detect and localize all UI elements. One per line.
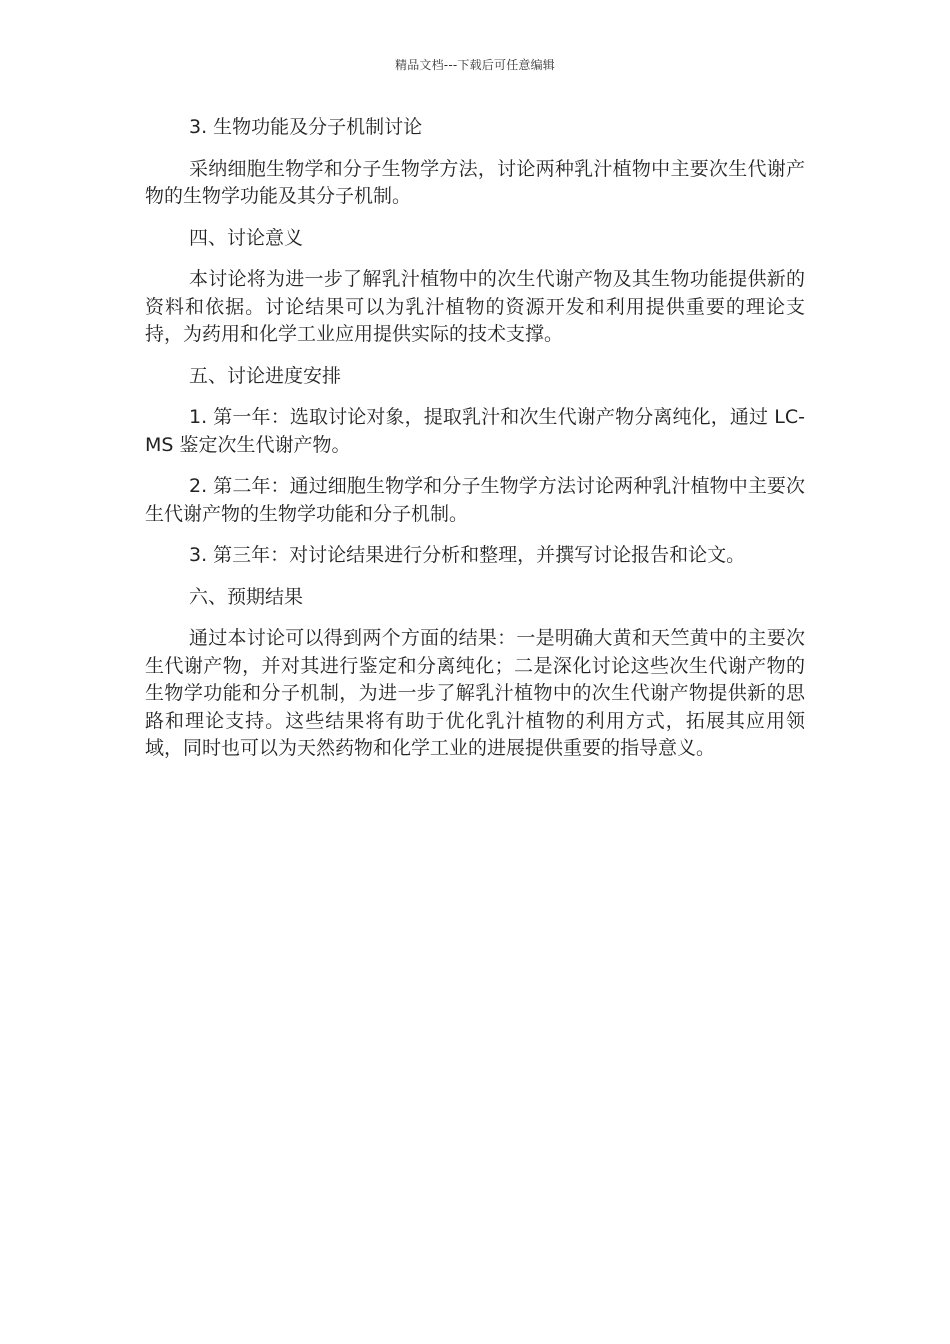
- section-3-title: 3. 生物功能及分子机制讨论: [189, 116, 423, 138]
- schedule-item-year-2: 2. 第二年：通过细胞生物学和分子生物学方法讨论两种乳汁植物中主要次生代谢产物的生物学功能和分子机制。: [145, 475, 805, 525]
- section-6-paragraph: 通过本讨论可以得到两个方面的结果：一是明确大黄和天竺黄中的主要次生代谢产物，并对其进行鉴定和分离纯化；二是深化讨论这些次生代谢产物的生物学功能和分子机制，为进一步了解乳汁植物中的次生代谢产物提供新的思路和理论支持。这些结果将有助于优化乳汁植物的利用方式，拓展其应用领域，同时也可以为天然药物和化学工业的进展提供重要的指导意义。: [145, 627, 805, 759]
- schedule-item-year-1: 1. 第一年：选取讨论对象，提取乳汁和次生代谢产物分离纯化，通过 LC-MS 鉴定次生代谢产物。: [145, 406, 805, 456]
- section-6-title: 六、预期结果: [189, 585, 304, 608]
- section-5-title: 五、讨论进度安排: [189, 364, 342, 387]
- section-4-title: 四、讨论意义: [189, 226, 304, 249]
- schedule-item-year-3: 3. 第三年：对讨论结果进行分析和整理，并撰写讨论报告和论文。: [189, 544, 746, 566]
- section-4-paragraph: 本讨论将为进一步了解乳汁植物中的次生代谢产物及其生物功能提供新的资料和依据。讨论结果可以为乳汁植物的资源开发和利用提供重要的理论支持，为药用和化学工业应用提供实际的技术支撑。: [145, 268, 805, 345]
- section-3-paragraph: 采纳细胞生物学和分子生物学方法，讨论两种乳汁植物中主要次生代谢产物的生物学功能及其分子机制。: [145, 157, 805, 207]
- header-note: 精品文档---下载后可任意编辑: [395, 58, 555, 72]
- document-body: [145, 114, 805, 777]
